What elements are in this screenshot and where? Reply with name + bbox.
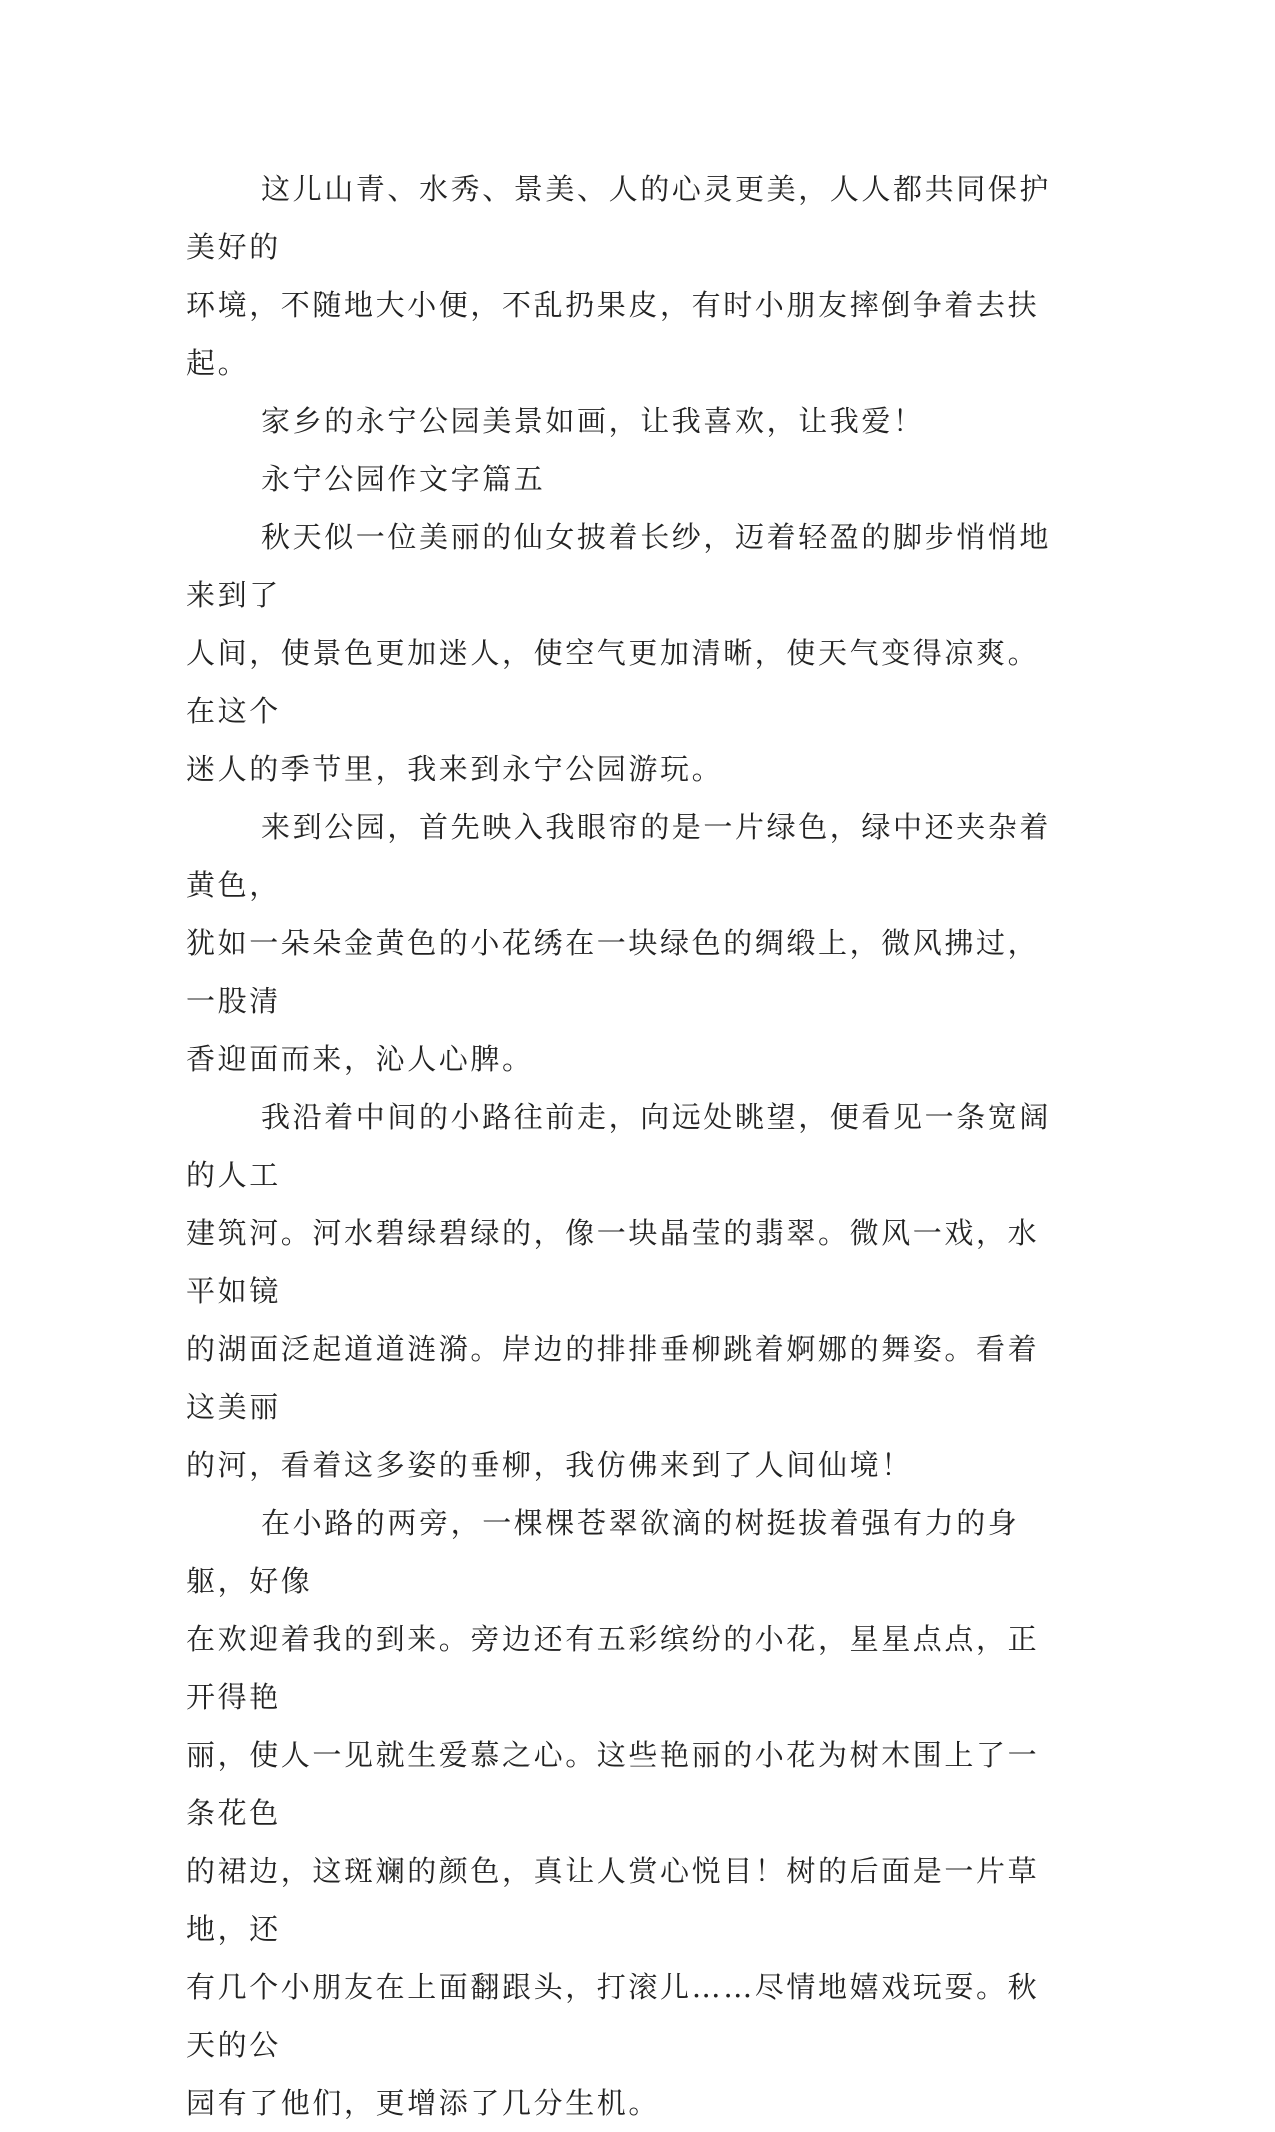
- text-line: 丽，使人一见就生爱慕之心。这些艳丽的小花为树木围上了一条花色: [186, 1738, 1040, 1830]
- text-line: 来到公园，首先映入我眼帘的是一片绿色，绿中还夹杂着黄色，: [186, 810, 1052, 902]
- text-line: 环境，不随地大小便，不乱扔果皮，有时小朋友摔倒争着去扶起。: [186, 288, 1040, 380]
- paragraph-7: [186, 1494, 1066, 2132]
- paragraph-2: [186, 392, 1066, 450]
- text-line: 秋天似一位美丽的仙女披着长纱，迈着轻盈的脚步悄悄地来到了: [186, 520, 1052, 612]
- text-line: 建筑河。河水碧绿碧绿的，像一块晶莹的翡翠。微风一戏，水平如镜: [186, 1216, 1040, 1308]
- text-line: 香迎面而来，沁人心脾。: [186, 1042, 534, 1076]
- text-line: 的裙边，这斑斓的颜色，真让人赏心悦目！树的后面是一片草地，还: [186, 1854, 1040, 1946]
- text-line: 这儿山青、水秀、景美、人的心灵更美，人人都共同保护美好的: [186, 172, 1052, 264]
- text-line: 在欢迎着我的到来。旁边还有五彩缤纷的小花，星星点点，正开得艳: [186, 1622, 1040, 1714]
- text-line: 家乡的永宁公园美景如画，让我喜欢，让我爱！: [261, 404, 925, 438]
- text-line: 迷人的季节里，我来到永宁公园游玩。: [186, 752, 724, 786]
- paragraph-6: [186, 1088, 1066, 1494]
- document-body: [186, 160, 1066, 2132]
- text-line: 的湖面泛起道道涟漪。岸边的排排垂柳跳着婀娜的舞姿。看着这美丽: [186, 1332, 1040, 1424]
- text-line: 园有了他们，更增添了几分生机。: [186, 2086, 661, 2120]
- paragraph-1: [186, 160, 1066, 392]
- paragraph-4: [186, 508, 1066, 798]
- text-line: 人间，使景色更加迷人，使空气更加清晰，使天气变得凉爽。在这个: [186, 636, 1040, 728]
- text-line: 在小路的两旁，一棵棵苍翠欲滴的树挺拔着强有力的身躯，好像: [186, 1506, 1020, 1598]
- paragraph-5: [186, 798, 1066, 1088]
- text-line: 我沿着中间的小路往前走，向远处眺望，便看见一条宽阔的人工: [186, 1100, 1052, 1192]
- text-line: 永宁公园作文字篇五: [261, 462, 546, 496]
- text-line: 的河，看着这多姿的垂柳，我仿佛来到了人间仙境！: [186, 1448, 913, 1482]
- section-heading: [186, 450, 1066, 508]
- text-line: 犹如一朵朵金黄色的小花绣在一块绿色的绸缎上，微风拂过，一股清: [186, 926, 1040, 1018]
- text-line: 有几个小朋友在上面翻跟头，打滚儿……尽情地嬉戏玩耍。秋天的公: [186, 1970, 1040, 2062]
